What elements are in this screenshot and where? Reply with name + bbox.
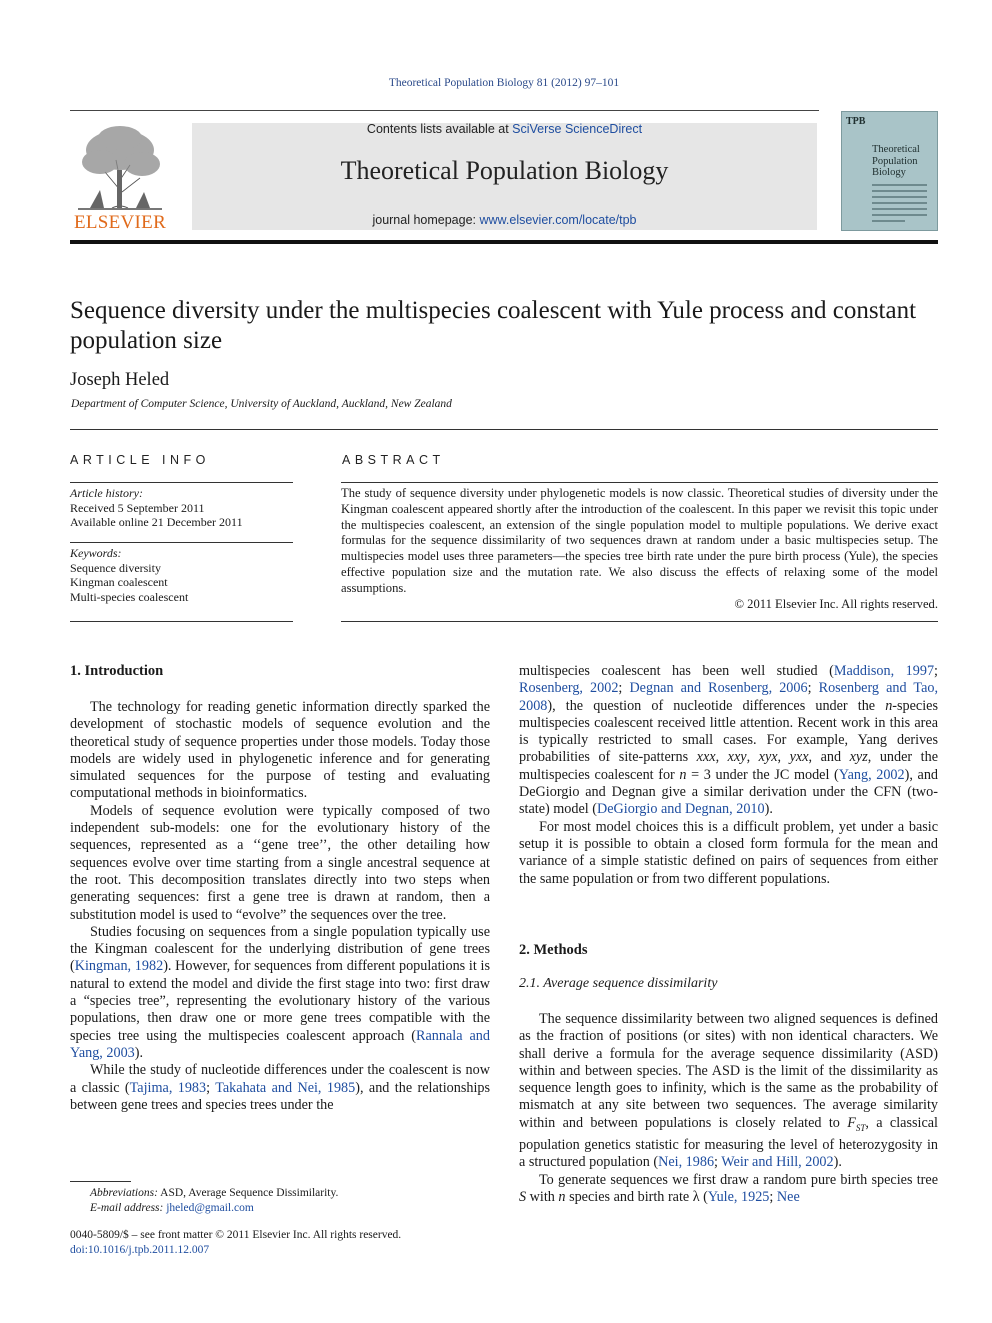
citation-link[interactable]: DeGiorgio and Degnan, 2010 bbox=[597, 801, 765, 818]
abbrev-label: Abbreviations: bbox=[90, 1187, 158, 1199]
keyword: Sequence diversity bbox=[70, 560, 161, 575]
journal-cover-thumbnail[interactable] bbox=[841, 111, 938, 231]
citation-link[interactable]: Yang, 2002 bbox=[838, 766, 905, 783]
citation-link[interactable]: Nei, 1986 bbox=[658, 1154, 715, 1171]
received-date: Received 5 September 2011 bbox=[70, 500, 205, 515]
footnote-abbreviations bbox=[90, 1187, 338, 1199]
email-link[interactable]: jheled@gmail.com bbox=[166, 1202, 254, 1214]
citation-link[interactable]: Rosenberg, 2002 bbox=[519, 680, 619, 697]
cover-abbrev: TPB bbox=[846, 116, 866, 127]
keywords-block bbox=[70, 546, 293, 604]
footnote-rule bbox=[70, 1181, 131, 1182]
email-label: E-mail address: bbox=[90, 1202, 164, 1214]
methods-heading: 2. Methods bbox=[519, 942, 588, 958]
author-affiliation: Department of Computer Science, University of Auckland, Auckland, New Zealand bbox=[71, 398, 452, 410]
citation-link[interactable]: Rosenberg and Tao, 2008 bbox=[519, 680, 939, 714]
sciencedirect-link[interactable]: SciVerse ScienceDirect bbox=[512, 122, 643, 136]
keywords-rule bbox=[70, 542, 293, 543]
intro-body-right: multispecies coalescent has been well studied (Maddison, 1997; Rosenberg, 2002; Degnan and Rosenberg, 2006; Rosenberg and Tao, 2008), the question of nucleotide differences under the n-species multispecies coalescent received little attention. Recent work in this area is typically restricted to small cases. For example, Yang derives probabilities of site-patterns xxx, xxy, xyx, yxx, and xyz, under the multispecies coalescent for n = 3 under the JC model (Yang, 2002), and DeGiorgio and Degnan give a similar derivation under the CFN (two-state) model (DeGiorgio and Degnan, 2010). For most model choices this is a difficult problem, yet under a basic setup it is possible to obtain a closed form formula for the mean and variance of a simple statistic defined on pairs of sequences from either the same population or from two different populations. bbox=[519, 663, 939, 887]
article-info-rule bbox=[70, 482, 293, 483]
footnote-email bbox=[90, 1202, 254, 1214]
elsevier-wordmark: ELSEVIER bbox=[73, 212, 167, 233]
citation-link[interactable]: Maddison, 1997 bbox=[833, 663, 935, 679]
article-history bbox=[70, 486, 293, 530]
doi-link[interactable]: doi:10.1016/j.tpb.2011.12.007 bbox=[70, 1244, 210, 1256]
front-matter: 0040-5809/$ – see front matter © 2011 Elsevier Inc. All rights reserved. bbox=[70, 1229, 402, 1241]
intro-body-left: The technology for reading genetic information directly sparked the development of stochastic models of sequence evolution and the theoretical study of sequence properties under those models. Today those models are widely used in phylogenetic inference and for generating simulated sequences for the purpose of testing and evaluating computational methods in bioinformatics. Models of sequence evolution were typically composed of two independent sub-models: one for the evolutionary history of the sequences, represented as a ‘‘gene tree’’, the other detailing how sequences evolve over time starting from a single ancestral sequence at the root. This decomposition translates directly into two steps when generating sequences: first a gene tree is drawn at random, then a substitution model is used to “evolve” the sequences over the tree. Studies focusing on sequences from a single population typically use the Kingman coalescent for the underlying distribution of gene trees (Kingman, 1982). However, for sequences from different populations it is natural to extend the model and divide the first stage into two: first draw a “species tree”, representing the evolutionary history of the various populations, then draw one or more gene trees compatible with the species tree using the multispecies coalescent approach (Rannala and Yang, 2003). While the study of nucleotide differences under the coalescent is now a classic (Tajima, 1983; Takahata and Nei, 1985), and the relationships between gene trees and species trees under the bbox=[70, 699, 490, 1113]
contents-prefix: Contents lists available at bbox=[366, 122, 513, 136]
cover-title-line: Theoretical bbox=[872, 144, 920, 155]
journal-citation[interactable]: Theoretical Population Biology 81 (2012) 97–101 bbox=[388, 77, 620, 89]
contents-line bbox=[192, 122, 817, 136]
citation-link[interactable]: Yule, 1925 bbox=[707, 1188, 770, 1205]
abstract-top-rule bbox=[341, 482, 938, 483]
abbrev-text: ASD, Average Sequence Dissimilarity. bbox=[157, 1187, 339, 1199]
abstract-bottom-rule bbox=[341, 621, 938, 622]
citation-link[interactable]: Tajima, 1983 bbox=[129, 1079, 207, 1096]
abstract-text: The study of sequence diversity under phylogenetic models is now classic. Theoretical studies of diversity under the Kingman coalescent appeared shortly after the introduction of the coalescent. In this paper we revisit this topic under the multispecies coalescent, an extension of the single population model to multiple populations. We derive exact formulas for the sequence dissimilarity of two sequences drawn at random under a basic multispecies setup. The multispecies model uses three parameters—the species tree birth rate under the pure birth process (Yule), the species effective population size and the mutation rate. We also discuss the effects of relaxing some of the model assumptions. bbox=[341, 486, 938, 595]
info-bottom-rule bbox=[70, 621, 293, 622]
homepage-link[interactable]: www.elsevier.com/locate/tpb bbox=[479, 213, 637, 227]
keywords-label: Keywords: bbox=[70, 546, 122, 560]
citation-link[interactable]: Kingman, 1982 bbox=[74, 958, 164, 975]
cover-title-line: Population bbox=[872, 155, 918, 167]
cover-title-line: Biology bbox=[872, 167, 906, 178]
article-title: Sequence diversity under the multispecies coalescent with Yule process and constant population size bbox=[70, 297, 917, 354]
header-rule bbox=[70, 110, 819, 111]
article-info-heading: ARTICLE INFO bbox=[70, 453, 210, 467]
author-name: Joseph Heled bbox=[70, 370, 170, 390]
abstract-copyright: © 2011 Elsevier Inc. All rights reserved. bbox=[734, 596, 938, 611]
homepage-prefix: journal homepage: bbox=[372, 213, 480, 227]
citation-link[interactable]: Nee bbox=[776, 1188, 800, 1205]
subsection-heading: 2.1. Average sequence dissimilarity bbox=[519, 976, 718, 991]
keyword: Multi-species coalescent bbox=[70, 589, 189, 604]
cover-contents-lines bbox=[872, 184, 927, 226]
citation-link[interactable]: Weir and Hill, 2002 bbox=[721, 1154, 834, 1171]
header-thick-rule bbox=[70, 240, 938, 244]
title-rule bbox=[70, 429, 938, 430]
history-label: Article history: bbox=[70, 486, 143, 500]
citation-link[interactable]: Degnan and Rosenberg, 2006 bbox=[629, 680, 808, 697]
methods-body: The sequence dissimilarity between two aligned sequences is defined as the fraction of positions (or sites) with non identical characters. We shall derive a formula for the average sequence dissimilarity (ASD) within and between species. The ASD is the limit of the dissimilarity as sequence length goes to infinity, which is the same as the probability of mismatch at any site between two sequences. The average similarity within and between populations is closely related to $F_{ST}$, a classical population genetics statistic for measuring the level of heterozygosity in a structured population (Nei, 1986; Weir and Hill, 2002). To generate sequences we first draw a random pure birth species tree S with n species and birth rate λ (Yule, 1925; Nee bbox=[519, 1011, 938, 1205]
abstract-body bbox=[341, 486, 938, 612]
abstract-heading: ABSTRACT bbox=[342, 453, 445, 467]
homepage-line bbox=[192, 213, 817, 227]
citation-link[interactable]: Rannala and Yang, 2003 bbox=[70, 1027, 490, 1061]
intro-heading: 1. Introduction bbox=[70, 663, 164, 679]
keyword: Kingman coalescent bbox=[70, 575, 168, 589]
available-date: Available online 21 December 2011 bbox=[70, 515, 243, 529]
cover-title bbox=[872, 144, 920, 179]
journal-name: Theoretical Population Biology bbox=[340, 156, 669, 185]
citation-link[interactable]: Takahata and Nei, 1985 bbox=[215, 1079, 356, 1096]
